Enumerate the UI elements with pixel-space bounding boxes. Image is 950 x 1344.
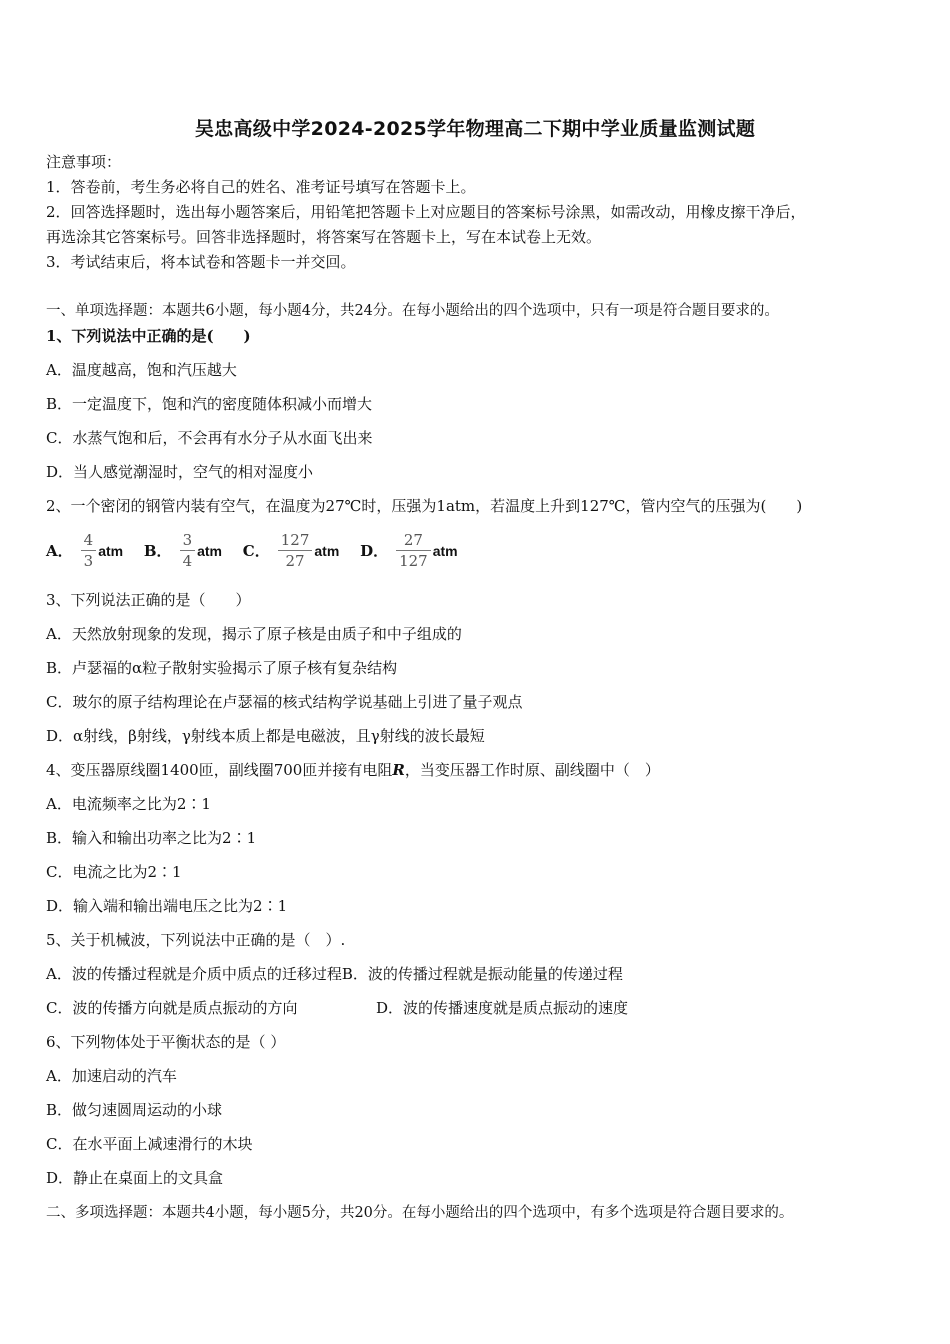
q5-stem: 5、关于机械波，下列说法中正确的是（ ）. <box>46 931 346 949</box>
q4-option-c: C．电流之比为2∶1 <box>46 863 182 881</box>
q4-option-a: A．电流频率之比为2∶1 <box>46 795 211 813</box>
fraction <box>396 530 431 571</box>
notice-item-1: 1．答卷前，考生务必将自己的姓名、准考证号填写在答题卡上。 <box>46 178 476 196</box>
q3-option-d: D．α射线，β射线，γ射线本质上都是电磁波，且γ射线的波长最短 <box>46 727 485 745</box>
fraction <box>81 530 97 571</box>
q2-choices <box>46 530 474 571</box>
q1-option-d: D．当人感觉潮湿时，空气的相对湿度小 <box>46 463 314 481</box>
unit: atm <box>98 542 124 559</box>
q3-option-b: B．卢瑟福的α粒子散射实验揭示了原子核有复杂结构 <box>46 659 398 677</box>
q6-stem: 6、下列物体处于平衡状态的是（ ） <box>46 1033 286 1051</box>
q6-option-c: C．在水平面上减速滑行的木块 <box>46 1135 253 1153</box>
numerator: 127 <box>278 530 313 551</box>
q3-stem: 3、下列说法正确的是（ ） <box>46 591 251 609</box>
q2-choice-b <box>144 530 238 571</box>
q2-stem: 2、一个密闭的钢管内装有空气，在温度为27℃时，压强为1atm，若温度上升到127℃，管内空气的压强为( ) <box>46 497 803 515</box>
q4-option-d: D．输入端和输出端电压之比为2∶1 <box>46 897 288 915</box>
notice-heading: 注意事项： <box>46 153 122 171</box>
notice-item-2: 2．回答选择题时，选出每小题答案后，用铅笔把答题卡上对应题目的答案标号涂黑，如需改动，用橡皮擦干净后， <box>46 203 806 221</box>
notice-item-2-cont: 再选涂其它答案标号。回答非选择题时，将答案写在答题卡上，写在本试卷上无效。 <box>46 228 602 246</box>
q5-option-d: D．波的传播速度就是质点振动的速度 <box>376 999 629 1017</box>
q3-option-a: A．天然放射现象的发现，揭示了原子核是由质子和中子组成的 <box>46 625 462 643</box>
q6-option-b: B．做匀速圆周运动的小球 <box>46 1101 223 1119</box>
q6-option-d: D．静止在桌面上的文具盒 <box>46 1169 224 1187</box>
page-title: 吴忠高级中学2024-2025学年物理高二下期中学业质量监测试题 <box>194 118 756 140</box>
q3-option-c: C．玻尔的原子结构理论在卢瑟福的核式结构学说基础上引进了量子观点 <box>46 693 523 711</box>
q2-choice-a <box>46 530 139 571</box>
q4-option-b: B．输入和输出功率之比为2∶1 <box>46 829 257 847</box>
denominator: 3 <box>83 552 94 570</box>
denominator: 4 <box>182 552 193 570</box>
section-1-heading: 一、单项选择题：本题共6小题，每小题4分，共24分。在每小题给出的四个选项中，只有一项是符合题目要求的。 <box>46 303 779 319</box>
unit: atm <box>432 542 458 559</box>
denominator: 127 <box>399 552 428 570</box>
q4-stem-part-1: 4、变压器原线圈1400匝，副线圈700匝并接有电阻 <box>46 761 393 779</box>
choice-label: D． <box>360 542 389 560</box>
q4-resistor-symbol: R <box>392 761 405 779</box>
numerator: 4 <box>81 530 97 551</box>
numerator: 27 <box>396 530 431 551</box>
q1-option-c: C．水蒸气饱和后，不会再有水分子从水面飞出来 <box>46 429 373 447</box>
q1-option-b: B．一定温度下，饱和汽的密度随体积减小而增大 <box>46 395 373 413</box>
choice-label: C． <box>242 542 270 560</box>
q6-option-a: A．加速启动的汽车 <box>46 1067 177 1085</box>
section-2-heading: 二、多项选择题：本题共4小题，每小题5分，共20分。在每小题给出的四个选项中，有多个选项是符合题目要求的。 <box>46 1205 794 1221</box>
fraction <box>180 530 196 571</box>
denominator: 27 <box>285 552 305 570</box>
q5-option-c: C．波的传播方向就是质点振动的方向 <box>46 999 298 1017</box>
q5-options-row-1: A．波的传播过程就是介质中质点的迁移过程B．波的传播过程就是振动能量的传递过程 <box>46 965 623 983</box>
unit: atm <box>314 542 340 559</box>
q2-choice-c <box>243 530 356 571</box>
q1-option-a: A．温度越高，饱和汽压越大 <box>46 361 237 379</box>
choice-label: A． <box>46 542 73 560</box>
q1-stem: 1、下列说法中正确的是( ) <box>46 327 251 345</box>
unit: atm <box>197 542 223 559</box>
choice-label: B． <box>143 542 172 560</box>
fraction <box>278 530 313 571</box>
q4-stem-part-2: ，当变压器工作时原、副线圈中（ ） <box>404 761 660 779</box>
numerator: 3 <box>180 530 196 551</box>
q4-stem <box>46 760 660 780</box>
q2-choice-d <box>360 530 474 571</box>
notice-item-3: 3．考试结束后，将本试卷和答题卡一并交回。 <box>46 253 356 271</box>
